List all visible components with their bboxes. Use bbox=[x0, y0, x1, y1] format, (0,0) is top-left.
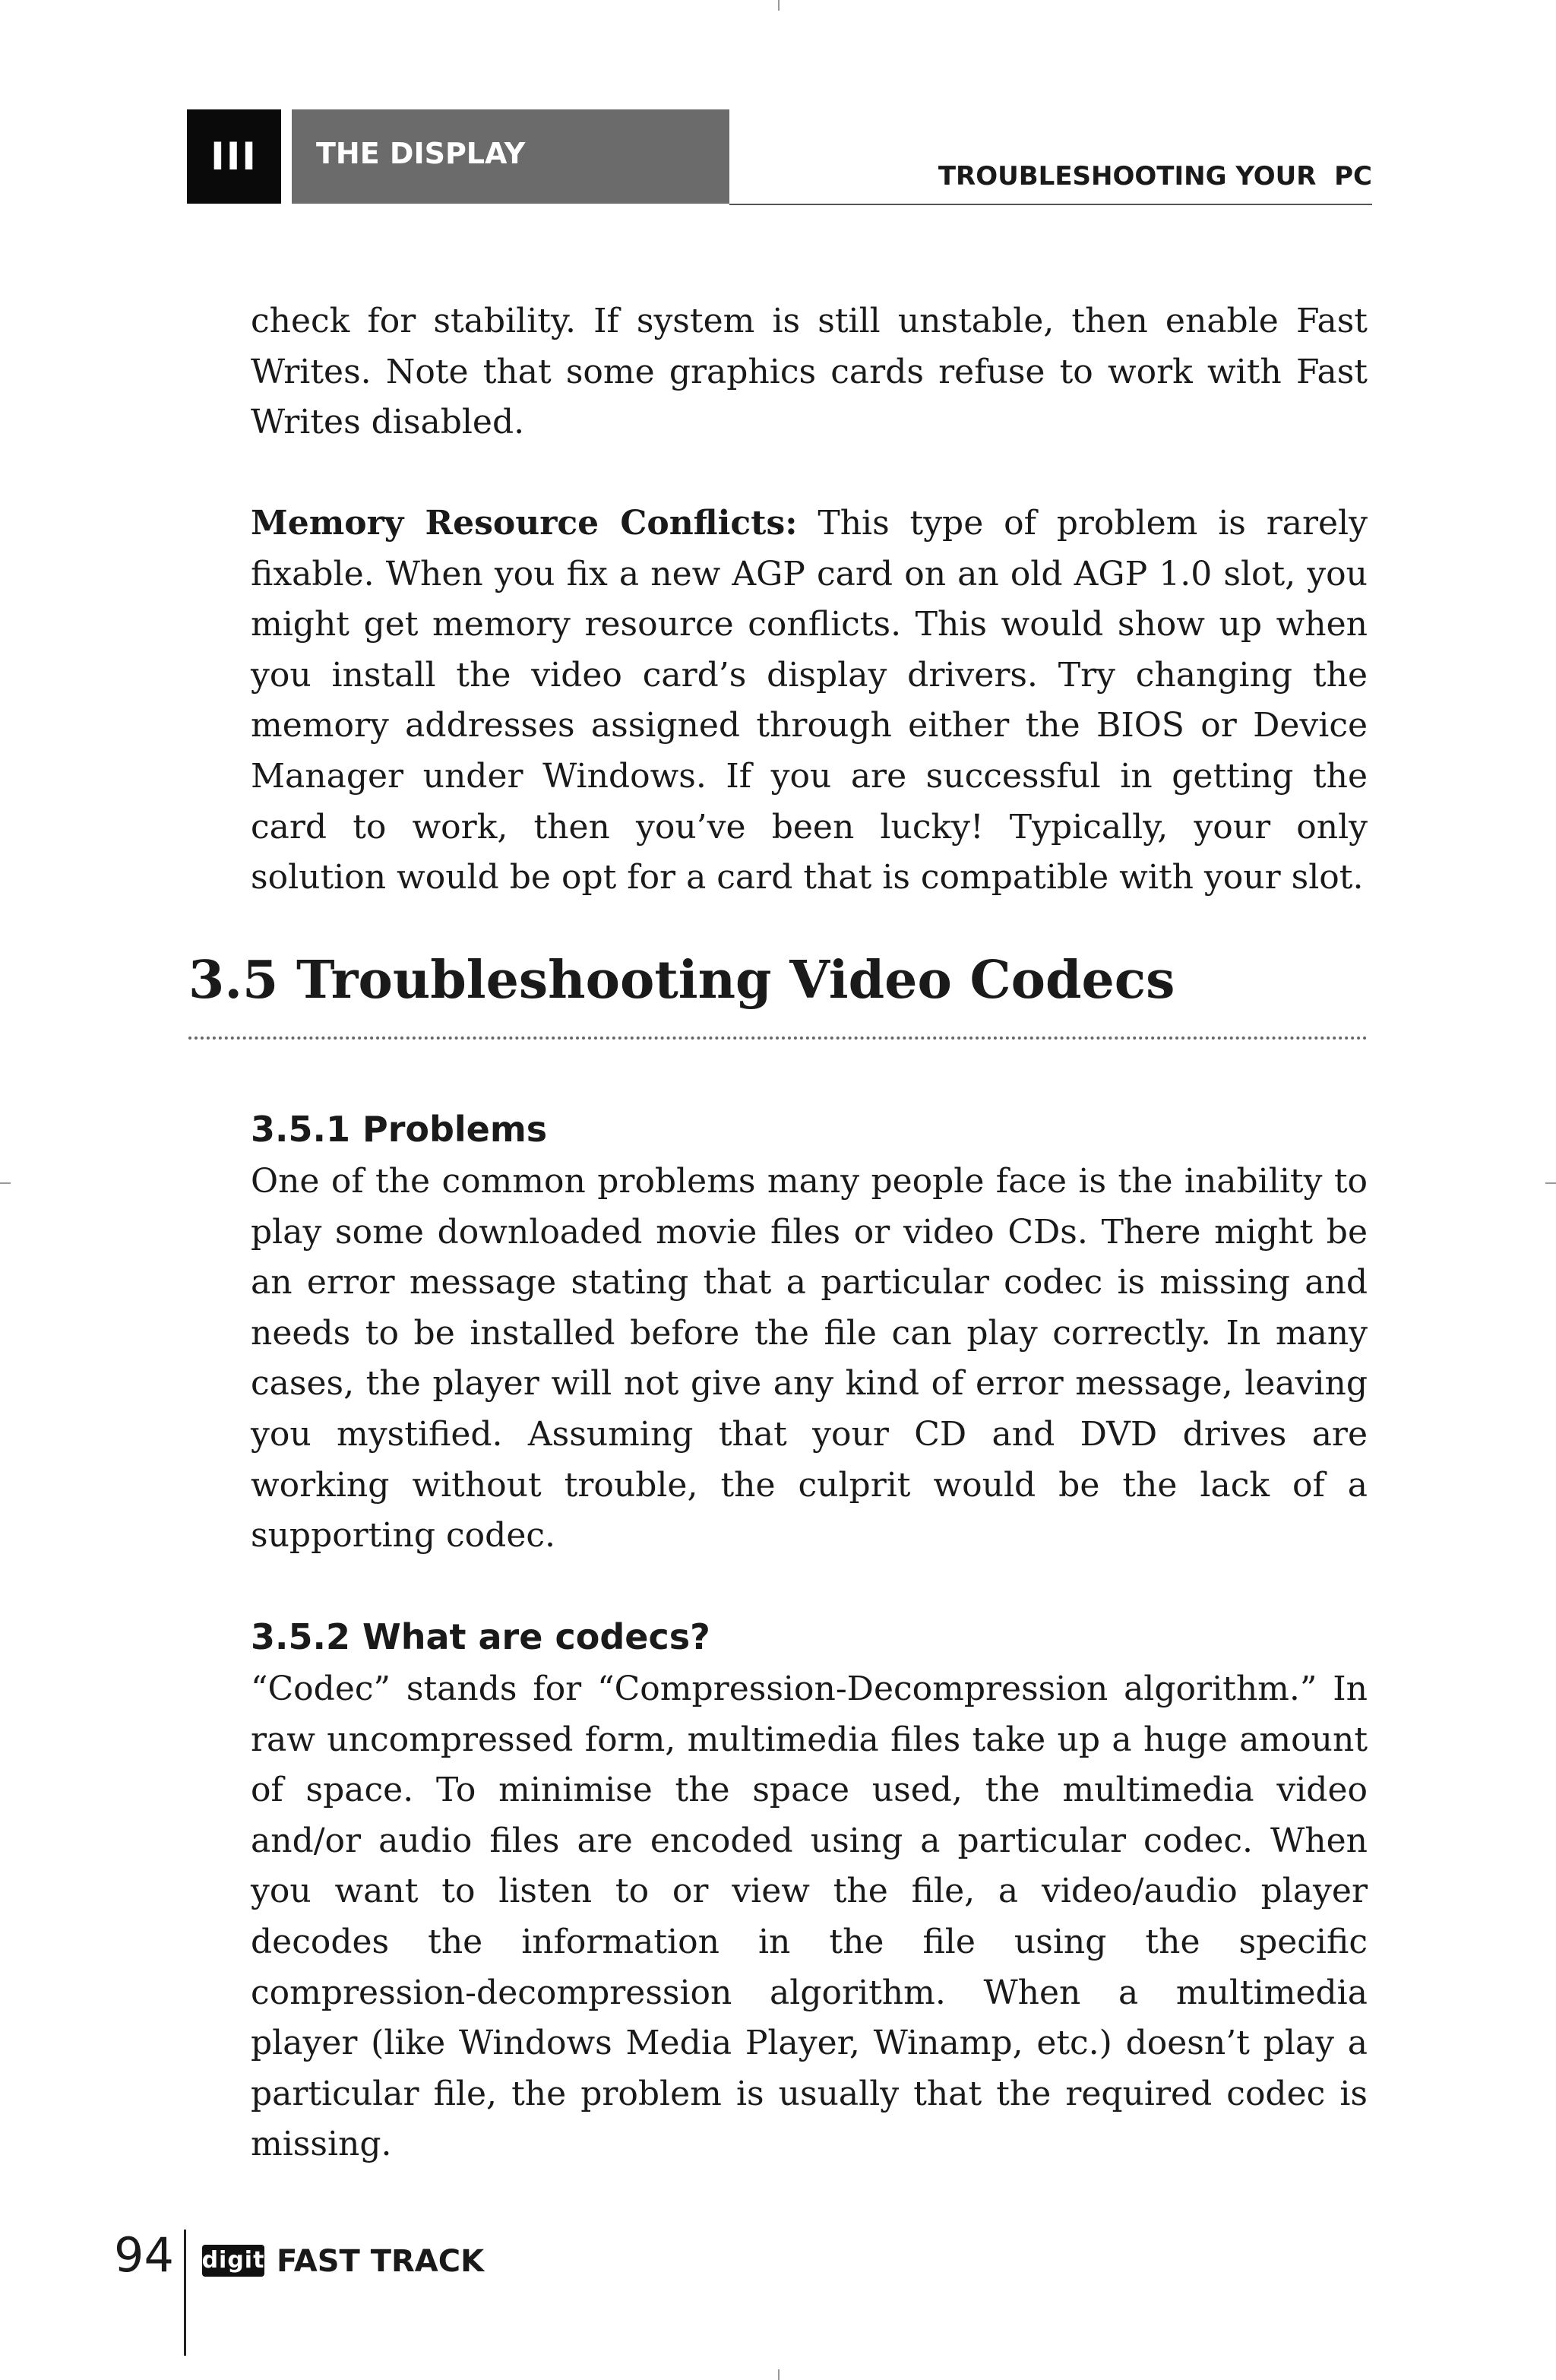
digit-logo-text: digit bbox=[201, 2247, 265, 2274]
header-rule bbox=[729, 204, 1372, 205]
paragraph-body: This type of problem is rarely fixable. When you fix a new AGP card on an old AGP 1.0 slot, you might get memory resource conflicts. This would show up when you install the video card’s display drivers. Try changing the memory addresses assigned through either the BIOS or Device Manager under Windows. If you are successful in getting the card to work, then you’ve been lucky! Typically, your only solution would be opt for a card that is compatible with your slot. bbox=[251, 504, 1368, 897]
page-number: 94 bbox=[114, 2227, 174, 2283]
footer-rule bbox=[184, 2230, 186, 2356]
chapter-title: THE DISPLAY bbox=[316, 137, 526, 170]
section-heading: 3.5 Troubleshooting Video Codecs bbox=[188, 950, 1175, 1011]
crop-mark bbox=[778, 2369, 780, 2380]
chapter-number-box bbox=[187, 109, 281, 204]
section-dotted-rule bbox=[188, 1037, 1368, 1040]
crop-mark bbox=[778, 0, 780, 11]
running-title: TROUBLESHOOTING YOUR PC bbox=[938, 161, 1372, 191]
subsection-heading-problems: 3.5.1 Problems bbox=[251, 1109, 548, 1150]
paragraph-problems: One of the common problems many people face is the inability to play some downloaded movie files or video CDs. There might be an error message stating that a particular codec is missing and needs to be installed before the file can play correctly. In many cases, the player will not give any kind of error message, leaving you mystified. Assuming that your CD and DVD drives are working without trouble, the culprit would be the lack of a supporting codec. bbox=[251, 1162, 1368, 1556]
paragraph-lead-term: Memory Resource Conflicts: bbox=[251, 504, 798, 543]
series-name: FAST TRACK bbox=[277, 2244, 485, 2279]
digit-logo bbox=[202, 2245, 264, 2277]
chapter-title-bar bbox=[292, 109, 729, 204]
chapter-number: III bbox=[210, 135, 258, 179]
crop-mark bbox=[0, 1182, 11, 1184]
paragraph-memory-conflicts bbox=[251, 498, 1368, 904]
crop-mark bbox=[1545, 1182, 1556, 1184]
paragraph-codecs: “Codec” stands for “Compression-Decompression algorithm.” In raw uncompressed form, multimedia files take up a huge amount of space. To minimise the space used, the multimedia video and/or audio files are encoded using a particular codec. When you want to listen to or view the file, a video/audio player decodes the information in the file using the specific compression-decompression algorithm. When a multimedia player (like Windows Media Player, Winamp, etc.) doesn’t play a particular file, the problem is usually that the required codec is missing. bbox=[251, 1669, 1368, 2164]
subsection-heading-codecs: 3.5.2 What are codecs? bbox=[251, 1616, 710, 1657]
paragraph-fast-writes: check for stability. If system is still unstable, then enable Fast Writes. Note that some graphics cards refuse to work with Fast Writes disabled. bbox=[251, 302, 1368, 442]
